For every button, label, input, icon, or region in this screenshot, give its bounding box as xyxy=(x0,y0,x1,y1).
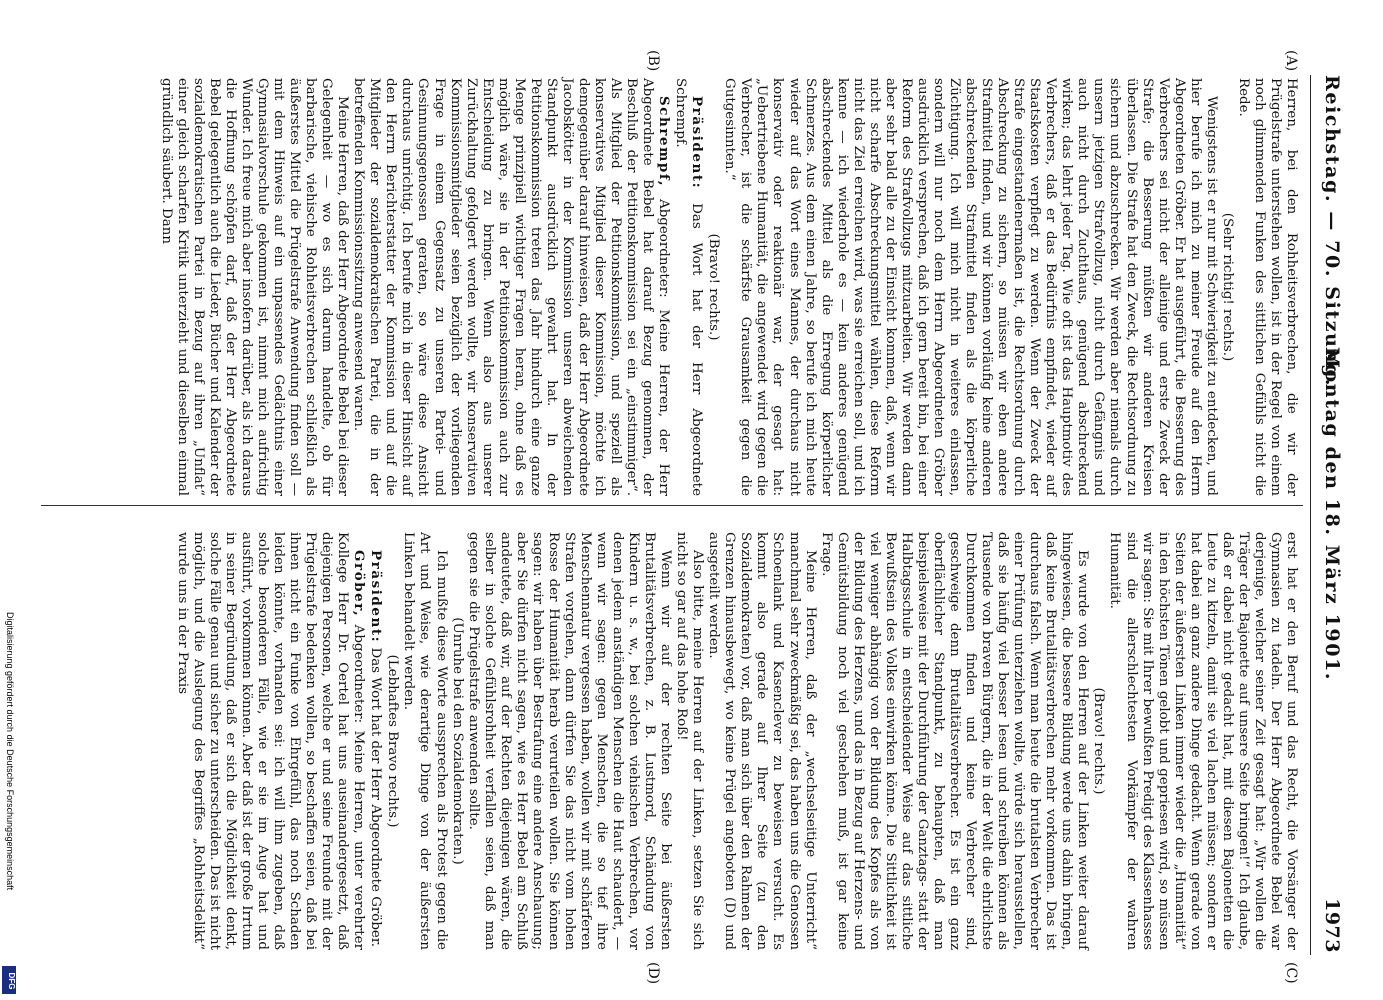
paragraph-text: Wenigstens ist er nur mit Schwierigkeit zu entdecken, und hier berufe ich mich zu meiner Freude auf den Herrn Abgeordneten Gröber. Er hat ausgeführt, die Besserung des Verbrechers sei nicht der alleinige und erste Zweck der Strafe; die Besserung müßten wir anderen Kreisen überlassen. Die Strafe hat den Zweck, die Rechtsordnung zu sichern und abzuschrecken. Wir werden aber niemals durch unsern jetzigen Strafvollzug, nicht durch Gefängnis und auch nicht durch Zuchthaus, genügend abschreckend wirken; das lehrt jeder Tag. Wie oft ist das Hauptmotiv des Verbrechers, daß er das Bedürfnis empfindet, wieder auf Staatskosten verpflegt zu werden. Wenn der Zweck der Strafe eingestandenermaßen ist, die Rechtsordnung durch Abschreckung zu sichern, so müssen wir eben andere Strafmittel finden, und wir können vorläufig keine anderen abschreckenden Strafmittel finden als die körperliche Züchtigung. Ich will mich nicht in weiteres einlassen, sondern will nur noch dem Herrn Abgeordneten Gröber ausdrücklich versprechen, daß ich gern bereit bin, bei einer Reform des Strafvollzugs mitzuarbeiten. Wir werden dann aber sehr bald alle zu der Einsicht kommen, daß, wenn wir nicht scharfe Abschreckungsmittel wählen, diese Reform nicht das Ziel erreichen wird, was sie erreichen soll, und ich kenne — ich wiederhole es — kein anderes genügend abschreckendes Mittel als die Erregung körperlicher Schmerzes. Aus dem einen Jahre, so berufe ich mich heute wieder auf das Wort eines Mannes, der durchaus nicht konservativ oder reaktionär war, der gesagt hat: „Uebertriebene Humanität, die angewendet wird gegen die Verbrecher, ist die schärfste Grausamkeit gegen die Gutgesinnten.“ xyxy=(722,78,1219,496)
paragraph xyxy=(400,532,448,950)
margin-marker-b: (B) xyxy=(645,50,661,72)
paragraph xyxy=(465,532,674,950)
stage-direction xyxy=(384,532,400,950)
margin-marker-d: (D) xyxy=(645,962,661,985)
margin-marker-c: (C) xyxy=(1283,962,1299,984)
paragraph-text: (Bravo! rechts.) xyxy=(1091,687,1107,795)
paragraph-text: Abgeordneter: Meine Herren, unter verehrter Kollege Herr Dr. Oertel hat uns auseinandergesetzt, daß diejenigen Personen, welche er und seine Freunde mit der Prügelstrafe bedenken wollen, so beschaffen seien, daß bei ihnen nicht ein Funke von Ehrgefühl, das noch Schaden leiden könnte, vorhanden sei: ich will ihm zugeben, daß solche besonderen Fälle, wie er sie im Auge hat und ausführt, vorkommen können. Aber daß ist der große Irrtum in seiner Begründung, daß er sich die Möglichkeit denkt, solche Fälle genau und sicher zu unterscheiden. Das ist nicht möglich, und die Auslegung des Begriffes „Rohheitsdelikt“ wurde uns in der Praxis xyxy=(174,532,367,950)
stage-direction xyxy=(449,532,465,950)
stage-direction xyxy=(1090,532,1106,950)
paragraph-text: Wenn wir auf der rechten Seite bei äußersten Brutalitätsverbrechen, z. B. Lustmord, Schändung von Kindern u. s. w., bei solchen viehischen Verbrechen, vor denen jedem anständigen Menschen die Haut schaudert, — wenn wir sagen: gegen Menschen, die so tief ihre Menschennatur vergessen haben, wollen wir mit schärferen Strafen vorgehen, dann dürfen Sie das nicht vom hohen Rosse der Humanität herab verurteilen wollen. Sie können sagen: wir haben über Bestrafung eine andere Anschauung; aber Sie dürfen nicht sagen, wie es Herr Bebel am Schluß andeutete, daß wir, auf der Rechten diejenigen wären, die selber in solche Gefühlsrohheit verfallen seien, daß man gegen sie die Prügelstrafe anwenden sollte. xyxy=(465,532,674,950)
column-divider xyxy=(41,505,1303,506)
page-header xyxy=(1311,75,1351,953)
digitization-credit xyxy=(4,612,16,1000)
paragraph-text: Das Wort hat der Herr Abgeordnete Gröber. xyxy=(368,647,384,948)
paragraph-text: (Lebhaftes Bravo rechts.) xyxy=(385,654,401,828)
paragraph xyxy=(350,78,672,496)
paragraph-text: Das Wort hat der Herr Abgeordnete Schrempf. xyxy=(673,78,705,496)
speaker-name: Gröber, xyxy=(351,550,368,618)
speaker-name: Schrempf, xyxy=(656,96,673,188)
paragraph xyxy=(705,532,817,950)
header-session: Reichstag. — 70. Sitzung. xyxy=(1321,75,1343,388)
speaker-name: Präsident: xyxy=(689,96,706,190)
paragraph-text: Abgeordneter: Meine Herren, der Herr Abgeordnete Bebel hat darauf Bezug genommen, der Beschluß der Petitionskommission sei ein „einstimmiger“. Als Mitglied der Petitionskommission, und speziell als konservatives Mitglied dieser Kommission, möchte ich demgegenüber darauf hinweisen, daß der Herr Abgeordnete Jacobskötter in der Kommission unseren abweichenden Standpunkt ausdrücklich gewahrt hat. In der Petitionskommission treten das Jahr hindurch eine ganze Menge prinzipiell wichtiger Fragen heran, ohne daß es möglich wäre, sie in der Petitionskommission auch zur Entscheidung zu bringen. Wenn also aus unserer Zurückhaltung gefolgert werden wollte, wir konservativen Kommissionsmitglieder seien bezüglich der vorliegenden Frage in einem Gegensatz zu unseren Partei- und Gesinnungsgenossen geraten, so wäre diese Ansicht durchaus unrichtig. Ich berufe mich in dieser Hinsicht auf den Herrn Berichterstatter der Kommission und auf die Mitglieder der sozialdemokratischen Partei, die in der betreffenden Kommissionssitzung anwesend waren. xyxy=(351,78,672,496)
digitization-credit-text: Digitalisierung gefördert durch die Deutsche Forschungsgemeinschaft xyxy=(5,612,15,891)
paragraph xyxy=(1106,532,1299,950)
stage-direction xyxy=(705,78,721,496)
paragraph xyxy=(672,78,705,496)
text-column-left xyxy=(158,78,1299,496)
paragraph xyxy=(158,78,351,496)
paragraph-text: (Sehr richtig! rechts.) xyxy=(1219,212,1235,362)
paragraph-text: Also bitte, meine Herren auf der Linken, setzen Sie sich nicht so gar auf das hohe Roß! xyxy=(674,532,706,950)
margin-marker-a: (A) xyxy=(1283,50,1299,72)
text-column-right xyxy=(174,532,1299,950)
paragraph-text: Meine Herren, daß der Herr Abgeordnete Bebel bei dieser Gelegenheit — wo es sich darum handelte, ob für barbarische, viehische Rohheitsverbrechen schließlich als äußerstes Mittel die Prügelstrafe Anwendung finden soll — mit dem Hinweis auf ein unpassendes Gedächtnis einer Gymnasialvorschule gekommen ist, nimmt mich aufrichtig Wunder. Ich freue mich aber insofern darüber, als ich daraus die Hoffnung schöpfen darf, daß der Herr Abgeordnete Bebel gelegentlich auch die Lieder, Bücher und Kalender der sozialdemokratischen Partei in Bezug auf ihren „Unflat“ einer gleich scharfen Kritik unterzieht und dieselben einmal gründlich säubert. Dann xyxy=(158,78,351,496)
page-number: 1973 xyxy=(1321,898,1343,953)
dfg-logo xyxy=(2,966,16,994)
paragraph-text: (Bravo! rechts.) xyxy=(706,233,722,341)
dfg-logo-text: DFG xyxy=(7,972,16,990)
speaker-name: Präsident: xyxy=(368,550,385,644)
stage-direction xyxy=(1219,78,1235,496)
paragraph xyxy=(1235,78,1299,496)
paragraph-text: Herren, bei den Rohheitsverbrechen, die wir der Prügelstrafe unterstehen wollen, ist in der Regel von einem noch glimmenden Funken des sittlichen Gefühls nicht die Rede. xyxy=(1235,78,1299,496)
paragraph-text: Meine Herren, daß der „wechselseitige Unterricht“ manchmal sehr zweckmäßig sei, das haben uns die Genossen Schoenlank und Kasenclever zu beweisen versucht. Es kommt also gerade auf Ihrer Seite (zu den Sozialdemokraten) vor, daß man sich über den Rahmen der Grenzen hinausbewegt, wo keine Prügel angeboten (D) und ausgeteilt werden. xyxy=(706,532,818,950)
paragraph xyxy=(721,78,1218,496)
paragraph-text: Ich mußte diese Worte aussprechen als Protest gegen die Art und Weise, wie derartige Dinge von der äußersten Linken behandelt werden. xyxy=(401,532,449,950)
paragraph xyxy=(174,532,368,950)
paragraph xyxy=(673,532,705,950)
paragraph-text: Es wurde von den Herren auf der Linken weiter darauf hingewiesen, die bessere Bildung werde uns dahin bringen, daß keine Brutalitätsverbrechen mehr vorkommen. Das ist durchaus falsch. Wenn man heute die brutalsten Verbrecher einer Prüfung unterziehen wollte, würde sich herausstellen, daß sie häufig viel besser lesen und schreiben können als Tausende von braven Bürgern, die in der Welt die ehrlichste Durchkommen finden und keine Verbrecher sind, geschweige denn Brutalitätsverbrecher. Es ist ein ganz oberflächlicher Standpunkt, zu behaupten, daß man beispielsweise mit der Durchführung der Ganztags- statt der Halbtagsschule in entscheidender Weise auf das sittliche Bewußtsein des Volkes einwirken könne. Die Sittlichkeit ist viel weniger abhängig von der Bildung des Kopfes als von der Bildung des Herzens, und das in Bezug auf Herzens- und Gemütsbildung noch viel geschehen muß, ist gar keine Frage. xyxy=(818,532,1091,950)
header-date: Montag den 18. März 1901. xyxy=(1321,346,1343,682)
paragraph xyxy=(818,532,1091,950)
header-divider xyxy=(1310,75,1311,955)
paragraph xyxy=(367,532,384,950)
paragraph-text: (Unruhe bei den Sozialdemokraten.) xyxy=(449,617,465,865)
paragraph-text: erst hat er den Beruf und das Recht, die Vorsänger der Gymnasien zu tadeln. Der Herr Abgeordnete Bebel war derjenige, welcher seiner Zeit gesagt hat: „Wir wollen die Träger der Bajonette auf unsere Seite bringen!“ Ich glaube, daß er dabei nicht gedacht hat, mit diesen Bajonetten die Leute zu kitzeln, damit sie viel lachen müssen; sondern er hat dabei an ganz andere Dinge gedacht. Wenn gerade von Seiten der äußersten Linken immer wieder die „Humanität“ in den höchsten Tönen gelobt und gepriesen wird, so müssen wir sagen: Sie mit Ihrer bewußten Predigt des Klassenhasses sind die allerschlechtesten Vorkämpfer der wahren Humanität. xyxy=(1107,532,1299,950)
